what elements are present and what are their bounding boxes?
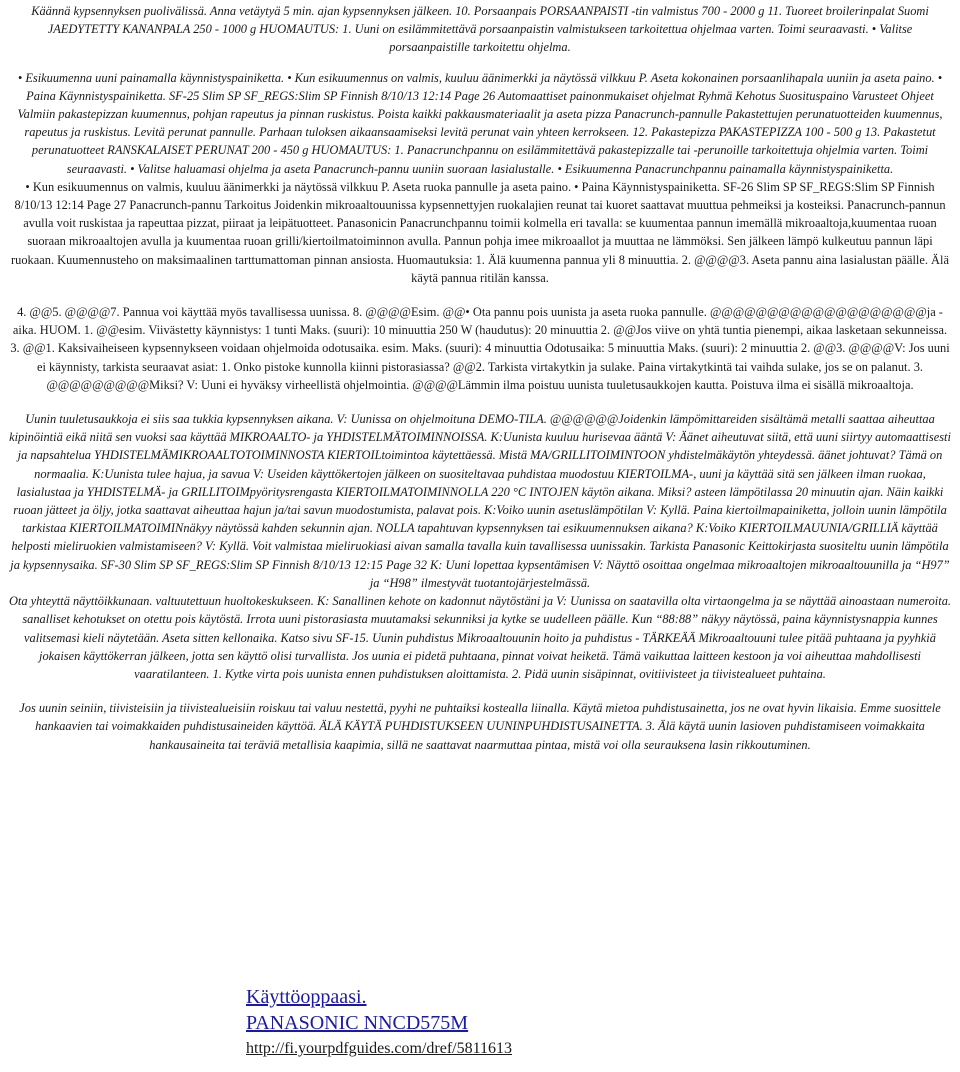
paragraph-1: Käännä kypsennyksen puolivälissä. Anna vetäytyä 5 min. ajan kypsennyksen jälkeen. 10. Porsaanpais PORSAANPAISTI -tin valmistus 700 - 2000 g 11. Tuoreet broilerinpalat Suomi JAEDYTETTY KANANPALA 250 - 1000 g HUOMAUTUS: 1. Uuni on esilämmitettävä porsaanpaistin valmistukseen tarkoitettua ohjelmaa varten. Toimi seuraavasti. • Valitse porsaanpaistille tarkoitettu ohjelma. bbox=[31, 4, 929, 55]
paragraph-7: Jos uunin seiniin, tiivisteisiin ja tiivistealueisiin roiskuu tai valuu nestettä, pyyhi ne puhtaiksi kostealla liinalla. Käytä mietoa puhdistusainetta, jos ne ovat hyvin likaisia. Emme suosittele hankaavien tai voimakkaiden puhdistusaineiden käyttöä. ÄLÄ KÄYTÄ PUHDISTUKSEEN UUNINPUHDISTUSAINETTA. 3. Älä käytä uunin lasioven puhdistamiseen voimakkaita hankausaineita tai teräviä metallisia kaapimia, sillä ne saattavat naarmuttaa pintaa, mistä voi olla seurauksena lasin rikkoutuminen. bbox=[19, 701, 941, 752]
guide-link[interactable]: Käyttöoppaasi. bbox=[246, 986, 367, 1008]
paragraph-2: • Esikuumenna uuni painamalla käynnistyspainiketta. • Kun esikuumennus on valmis, kuuluu äänimerkki ja näytössä vilkkuu P. Aseta kokonainen porsaanlihapala uuniin ja aseta paino. • Paina Käynnistyspainiketta. SF-25 Slim SP SF_REGS:Slim SP Finnish 8/10/13 12:14 Page 26 Automaattiset painonmukaiset ohjelmat Ryhmä Kehotus Suosituspaino Varusteet Ohjeet Valmiin pakastepizzan kuumennus, pohjan rapeutus ja pinnan ruskistus. Poista kaikki pakkausmateriaalit ja aseta pizza Panacrunch-pannulle Pakastettujen perunatuotteiden kuumennus, rapeutus ja ruskistus. Levitä perunat pannulle. Parhaan tuloksen aikaansaamiseksi levitä perunat vain yhteen kerrokseen. 12. Pakastepizza PAKASTEPIZZA 100 - 500 g 13. Pakastetut perunatuotteet RANSKALAISET PERUNAT 200 - 450 g HUOMAUTUS: 1. Panacrunchpannu on esilämmitettävä pakastepizzalle tai -perunoille tarkoitettuja ohjelmia varten. Toimi seuraavasti. • Valitse haluamasi ohjelma ja aseta Panacrunch-pannu uuniin suoraan lasialustalle. • Esikuumenna Panacrunchpannu painamalla käynnistyspainiketta. bbox=[17, 70, 943, 176]
paragraph-4: 4. @@5. @@@@7. Pannua voi käyttää myös tavallisessa uunissa. 8. @@@@Esim. @@• Ota pannu pois uunista ja aseta ruoka pannulle. @@@@@@@@@@@@@@@@@@@ja -aika. HUOM. 1. @@esim. Viivästetty käynnistys: 1 tunti Maks. (suuri): 10 minuuttia 250 W (haudutus): 20 minuuttia 2. @@Jos viive on yhtä tuntia pienempi, aikaa lasketaan sekunneissa. 3. @@1. Kaksivaiheiseen kypsennykseen voidaan ohjelmoida odotusaika. esim. Maks. (suuri): 4 minuuttia Odotusaika: 5 minuuttia Maks. (suuri): 2 minuuttia 2. @@3. @@@@V: Jos uuni ei käynnisty, tarkista seuraavat asiat: 1. Onko pistoke kunnolla kiinni pistorasiassa? @@2. Tarkista virtakytkin ja sulake. Paina virtakytkintä tai vaihda sulake, jos se on palanut. 3. @@@@@@@@@Miksi? V: Uuni ei hyväksy virheellistä ohjelmointia. @@@@Lämmin ilma poistuu uunista tuuletusaukkojen kautta. Poistuva ilma ei sisällä mikroaaltoja. bbox=[10, 305, 950, 392]
model-link[interactable]: PANASONIC NNCD575M bbox=[246, 1012, 469, 1034]
source-url-link[interactable]: http://fi.yourpdfguides.com/dref/5811613 bbox=[246, 1040, 513, 1057]
paragraph-6: Ota yhteyttä näyttöikkunaan. valtuutettuun huoltokeskukseen. K: Sanallinen kehote on kadonnut näytöstäni ja V: Uunissa on saatavilla olta virtaongelma ja se näyttää ainoastaan numeroita. sanalliset kehotukset on otettu pois käytöstä. Irrota uuni pistorasiasta muutamaksi sekunniksi ja kytke se uudelleen päälle. Kun “88:88” näkyy näytössä, paina käynnistysnappia kunnes valitsemasi kieli näytetään. Aseta sitten kellonaika. Katso sivu SF-15. Uunin puhdistus Mikroaaltouunin hoito ja puhdistus - TÄRKEÄÄ Mikroaaltouuni tulee pitää puhtaana ja pyyhkiä jokaisen käyttökerran jälkeen, jotta sen käyttö olisi turvallista. Jos uunia ei pidetä puhtaana, pinnat voivat heiketä. Tämä vaikuttaa laitteen kestoon ja voi aiheuttaa mahdollisesti vaaratilanteen. 1. Kytke virta pois uunista ennen puhdistuksen aloittamista. 2. Pidä uunin sisäpinnat, ovitiivisteet ja tiivistealueet puhtaina. bbox=[8, 594, 951, 681]
paragraph-3: • Kun esikuumennus on valmis, kuuluu äänimerkki ja näytössä vilkkuu P. Aseta ruoka pannulle ja aseta paino. • Paina Käynnistyspainiketta. SF-26 Slim SP SF_REGS:Slim SP Finnish 8/10/13 12:14 Page 27 Panacrunch-pannu Tarkoitus Joidenkin mikroaaltouunissa kypsennettyjen ruokalajien reunat tai kuoret saattavat muuttua pehmeiksi ja kosteiksi. Panacrunch-pannun avulla voit ruskistaa ja rapeuttaa pizzat, piiraat ja leipätuotteet. Panasonicin Panacrunchpannu toimii kolmella eri tavalla: se kuumentaa pannun imemällä mikroaaltoja,kuumentaa ruoan suoraan mikroaaltojen avulla ja kuumentaa ruoan grilli/kiertoilmatoiminnon avulla. Pannun pohja imee mikroaallot ja muuttaa ne lämmöksi. Sen jälkeen lämpö kulkeutuu pannun läpi ruokaan. Kuumennusteho on maksimaalinen tarttumattoman pinnan ansiosta. Huomautuksia: 1. Älä kuumenna pannua yli 8 minuuttia. 2. @@@@3. Aseta pannu aina lasialustan päälle. Älä käytä pannua ritilän kanssa. bbox=[11, 179, 949, 285]
paragraph-5: Uunin tuuletusaukkoja ei siis saa tukkia kypsennyksen aikana. V: Uunissa on ohjelmoituna DEMO-TILA. @@@@@@Joidenkin lämpömittareiden sisältämä metalli saattaa aiheuttaa kipinöintiä eikä niitä sen vuoksi saa käyttää MIKROAALTO- ja YHDISTELMÄTOIMINNOISSA. K:Uunista kuuluu hurisevaa ääntä V: Äänet aiheutuvat siitä, että uuni siirtyy automaattisesti ja napsahtelua YHDISTELMÄMIKROAALTOTOIMINNOSTA KIERTOILtoimintoa käytettäessä. Mistä MA/GRILLITOIMINTOON yhdistelmäkäytön yhteydessä. äänet johtuvat? Tämä on normaalia. K:Uunista tulee hajua, ja savua V: Useiden käyttökertojen jälkeen on suositeltavaa puhdistaa muodostuu KIERTOILMA-, uuni ja käyttää sitä sen jälkeen ilman ruokaa, lasialustaa ja YHDISTELMÄ- ja GRILLITOIMpyöritysrengasta KIERTOILMATOIMINNOLLA 220 °C INTOJEN käytön aikana. Miksi? asteen lämpötilassa 20 minuutin ajan. Näin kaikki ruoan jätteet ja öljy, jotka saattavat aiheuttaa hajun ja/tai savun muodostumista, palavat pois. K:Voiko uunin asetuslämpötilan V: Kyllä. Paina kiertoilmapainiketta, jolloin uunin lämpötila tarkistaa KIERTOILMATOIMINnäkyy näytössä kahden sekunnin ajan. NOLLA tapahtuvan kypsennyksen tai esikuumennuksen aikana? K:Voiko KIERTOILMAUUNIA/GRILLIÄ käyttää helposti mieliruokien valmistamiseen? V: Kyllä. Voit valmistaa mieliruokiasi aivan samalla tavalla kuin tavallisessa uunissakin. Tarkista Panasonic Keittokirjasta suositeltu uunin lämpötila ja kypsennysaika. SF-30 Slim SP SF_REGS:Slim SP Finnish 8/10/13 12:15 Page 32 K: Uuni lopettaa kypsentämisen V: Näyttö osoittaa ongelmaa mikroaaltojen mikroaaltouunilla ja “H97” ja “H98” ilmestyvät tuotantojärjestelmässä. bbox=[9, 412, 951, 590]
footer-links bbox=[246, 984, 512, 1060]
